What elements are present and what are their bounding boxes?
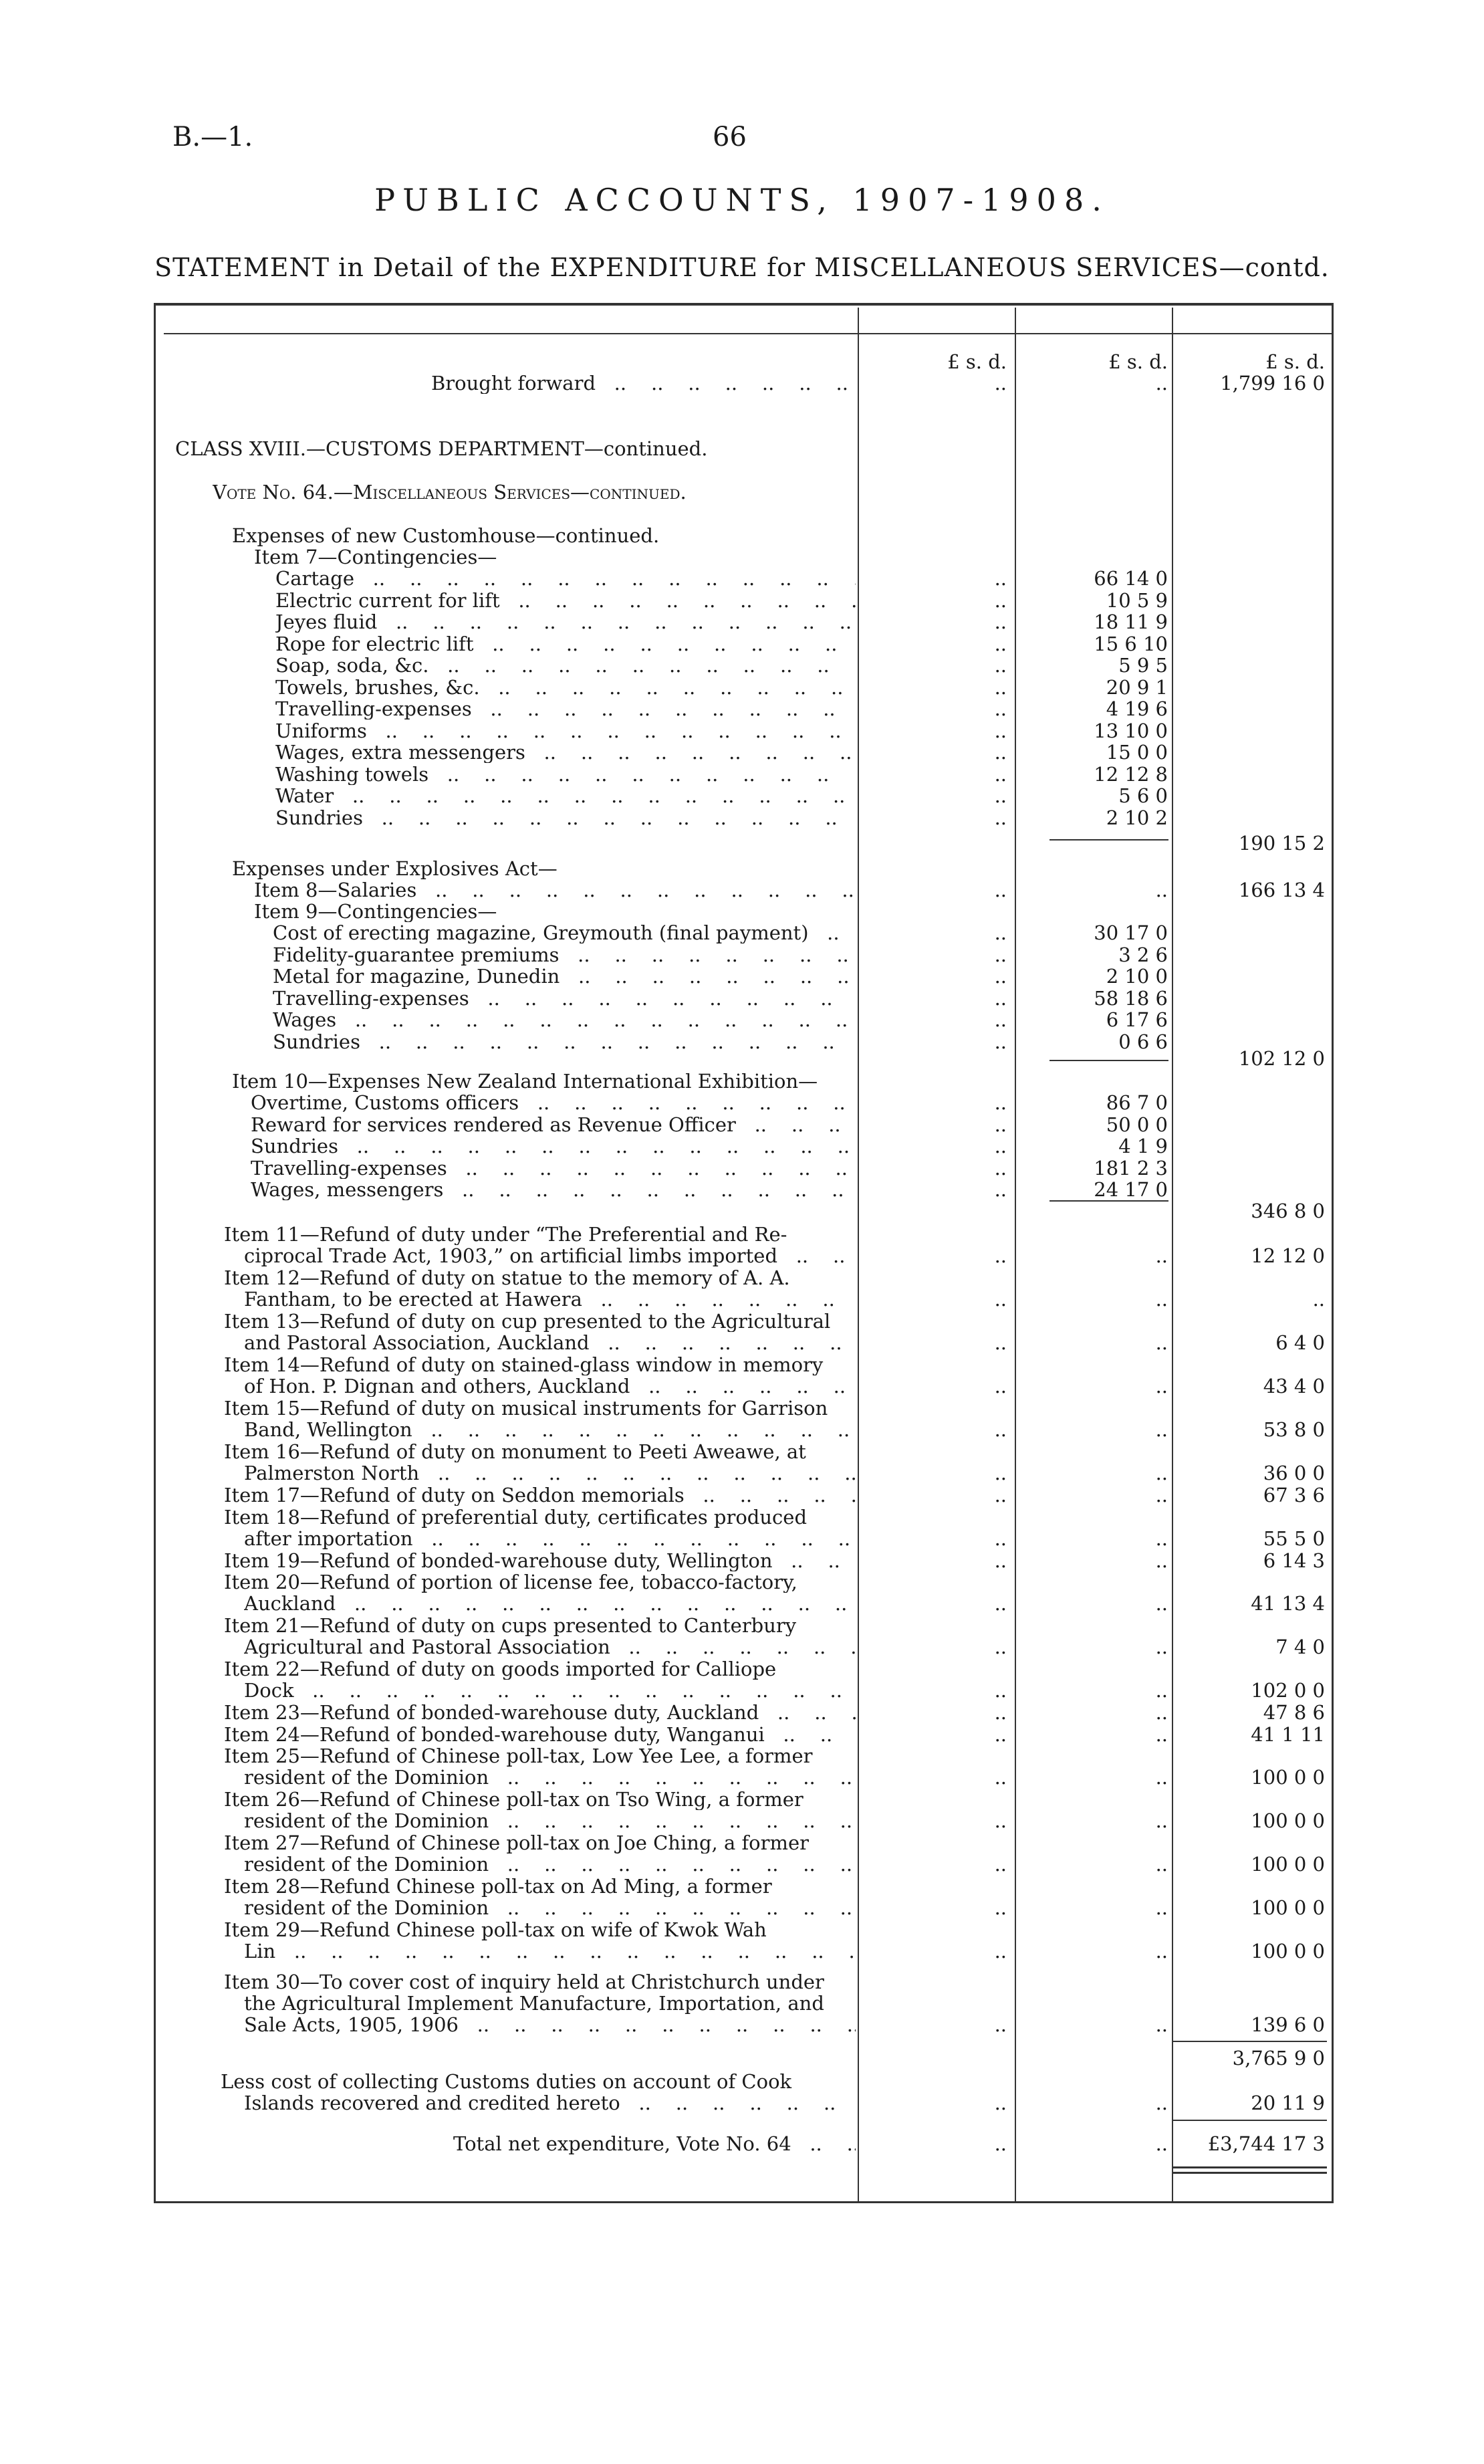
refund-c2: .. (1155, 1853, 1168, 1876)
refund-c1: .. (994, 1549, 1007, 1572)
item30-c2: .. (1155, 2013, 1168, 2036)
item9-total-row (0, 1048, 1484, 1069)
item7-label: Cartage .. (275, 568, 856, 589)
refund-text-2: Auckland .. (244, 1593, 856, 1614)
statement-subtitle: STATEMENT in Detail of the EXPENDITURE for MISCELLANEOUS SERVICES—contd. (154, 253, 1330, 282)
item10-label: Overtime, Customs officers .. (251, 1092, 856, 1113)
item10-c1: .. (994, 1113, 1007, 1136)
item10-c2: 86 7 0 (1106, 1091, 1168, 1114)
item9-label: Fidelity-guarantee premiums .. (273, 944, 856, 966)
item7-row (0, 785, 1484, 806)
item10-label: Wages, messengers .. (251, 1179, 856, 1200)
refund-text-1: Item 20—Refund of portion of license fee, tobacco-factory, (224, 1571, 797, 1593)
item7-c1: .. (994, 610, 1007, 633)
refund-line1 (0, 1484, 1484, 1506)
item7-c2: 4 19 6 (1106, 697, 1168, 720)
item10-c2: 24 17 0 (1094, 1178, 1168, 1201)
refund-line1 (0, 1506, 1484, 1528)
item30-text-2: the Agricultural Implement Manufacture, Importation, and (244, 1993, 824, 2014)
total-label: Total net expenditure, Vote No. 64 .. (453, 2133, 856, 2154)
refund-text-1: Item 23—Refund of bonded-warehouse duty, Auckland .. (224, 1702, 856, 1723)
item7-c2: 5 9 5 (1118, 654, 1168, 677)
item30-text-1: Item 30—To cover cost of inquiry held at Christchurch under (224, 1971, 824, 1993)
item7-c1: .. (994, 567, 1007, 590)
total-c2: .. (1155, 2132, 1168, 2155)
item7-label: Electric current for lift .. (275, 590, 856, 611)
refund-text-1: Item 28—Refund Chinese poll-tax on Ad Ming, a former (224, 1876, 772, 1897)
refund-c3: 100 0 0 (1251, 1766, 1325, 1789)
refund-line2 (0, 1462, 1484, 1484)
refund-c1: .. (994, 1679, 1007, 1702)
item30-c1: .. (994, 2013, 1007, 2036)
refund-c3: 12 12 0 (1251, 1244, 1325, 1267)
refund-text-2: resident of the Dominion .. (244, 1897, 856, 1918)
refund-line1 (0, 1550, 1484, 1571)
refund-line2 (0, 1245, 1484, 1266)
refund-c1: .. (994, 1766, 1007, 1789)
item9-row (0, 1009, 1484, 1030)
item10-c1: .. (994, 1156, 1007, 1180)
brought-forward-c3: 1,799 16 0 (1220, 372, 1325, 395)
refund-c3: 100 0 0 (1251, 1896, 1325, 1919)
item8-c1: .. (994, 879, 1007, 901)
refund-line2 (0, 1636, 1484, 1658)
item30-line2 (0, 1993, 1484, 2014)
column-header-2: £ s. d. (1108, 350, 1168, 373)
item7-c1: .. (994, 719, 1007, 742)
item7-label: Uniforms .. (275, 720, 856, 742)
total-double-rule (1173, 2166, 1327, 2174)
item7-c1: .. (994, 762, 1007, 786)
refund-text-2: ciprocal Trade Act, 1903,” on artificial limbs imported .. (244, 1245, 856, 1266)
item10-c2: 50 0 0 (1106, 1113, 1168, 1136)
refund-text-1: Item 17—Refund of duty on Seddon memorials .. (224, 1484, 856, 1506)
refund-text-2: resident of the Dominion .. (244, 1767, 856, 1788)
item30-line1 (0, 1971, 1484, 1993)
item9-c2: 0 6 6 (1118, 1030, 1168, 1053)
column-header-3: £ s. d. (1265, 350, 1325, 373)
refund-c2: .. (1155, 1549, 1168, 1572)
item7-row (0, 742, 1484, 763)
refund-c1: .. (994, 1462, 1007, 1484)
refund-c3: 55 5 0 (1263, 1527, 1325, 1550)
refund-c2: .. (1155, 1462, 1168, 1484)
refund-line1 (0, 1441, 1484, 1462)
item10-heading: Item 10—Expenses New Zealand International Exhibition— (232, 1071, 818, 1092)
refund-line1 (0, 1702, 1484, 1723)
item7-c2: 66 14 0 (1094, 567, 1168, 590)
item7-row (0, 611, 1484, 633)
refund-line2 (0, 1810, 1484, 1831)
refund-line1 (0, 1876, 1484, 1897)
item7-label: Soap, soda, &c. .. (275, 655, 856, 676)
item7-row (0, 764, 1484, 785)
less-c1: .. (994, 2092, 1007, 2114)
item10-row (0, 1114, 1484, 1135)
refund-line1 (0, 1224, 1484, 1245)
refund-c1: .. (994, 1896, 1007, 1919)
item9-c1: .. (994, 921, 1007, 944)
item9-label: Wages .. (273, 1009, 856, 1030)
item7-row (0, 655, 1484, 676)
item7-c2: 15 0 0 (1106, 741, 1168, 764)
item7-label: Water .. (275, 785, 856, 806)
refund-text-2: resident of the Dominion .. (244, 1810, 856, 1831)
item7-row (0, 590, 1484, 611)
less-line2 (0, 2092, 1484, 2114)
refund-line1 (0, 1615, 1484, 1636)
item7-heading: Item 7—Contingencies— (254, 546, 497, 568)
refund-c3: 43 4 0 (1263, 1375, 1325, 1397)
item7-row (0, 677, 1484, 698)
item7-row (0, 568, 1484, 589)
refund-line2 (0, 1332, 1484, 1353)
refund-line1 (0, 1311, 1484, 1332)
item9-c2: 2 10 0 (1106, 965, 1168, 988)
refund-c3: 53 8 0 (1263, 1418, 1325, 1441)
item10-c2: 181 2 3 (1094, 1156, 1168, 1180)
refund-text-2: of Hon. P. Dignan and others, Auckland .. (244, 1375, 856, 1397)
item9-c1: .. (994, 965, 1007, 988)
section-heading-explosives: Expenses under Explosives Act— (232, 858, 558, 879)
item7-row (0, 807, 1484, 828)
item10-label: Sundries .. (251, 1135, 856, 1157)
item10-c1: .. (994, 1178, 1007, 1201)
item10-total: 346 8 0 (1251, 1200, 1325, 1222)
brought-forward-row (0, 372, 1484, 394)
refund-line2 (0, 1854, 1484, 1875)
refund-line1 (0, 1832, 1484, 1854)
refund-line1 (0, 1267, 1484, 1289)
refund-c1: .. (994, 1288, 1007, 1311)
item9-c1: .. (994, 1030, 1007, 1053)
refund-c2: .. (1155, 1809, 1168, 1832)
refund-text-1: Item 19—Refund of bonded-warehouse duty, Wellington .. (224, 1550, 856, 1571)
item10-c1: .. (994, 1135, 1007, 1157)
item7-c1: .. (994, 588, 1007, 612)
item10-c1: .. (994, 1091, 1007, 1114)
item7-total-row (0, 832, 1484, 854)
refund-c2: .. (1155, 1418, 1168, 1441)
refund-c1: .. (994, 1484, 1007, 1506)
item9-heading: Item 9—Contingencies— (254, 901, 497, 922)
item30-line3 (0, 2014, 1484, 2035)
refund-c2: .. (1155, 1484, 1168, 1506)
item7-heading-row (0, 546, 1484, 568)
item7-c2: 18 11 9 (1094, 610, 1168, 633)
refund-text-1: Item 16—Refund of duty on monument to Peeti Aweawe, at (224, 1441, 806, 1462)
item7-c1: .. (994, 632, 1007, 655)
item9-label: Travelling-expenses .. (273, 988, 856, 1009)
refund-line1 (0, 1919, 1484, 1940)
refund-text-2: Agricultural and Pastoral Association .. (244, 1636, 856, 1658)
item7-row (0, 698, 1484, 719)
item7-label: Jeyes fluid .. (275, 611, 856, 633)
item30-text-3: Sale Acts, 1905, 1906 .. (244, 2014, 856, 2035)
refund-text-1: Item 13—Refund of duty on cup presented to the Agricultural (224, 1311, 831, 1332)
refund-c3: 100 0 0 (1251, 1940, 1325, 1963)
refund-text-2: Lin .. (244, 1940, 856, 1962)
item9-label: Sundries .. (273, 1031, 856, 1052)
refund-c2: .. (1155, 1527, 1168, 1550)
item7-label: Wages, extra messengers .. (275, 742, 856, 763)
column-header-1: £ s. d. (947, 350, 1007, 373)
subtotal-rule (1173, 2041, 1327, 2042)
item9-c1: .. (994, 986, 1007, 1010)
item7-c2: 5 6 0 (1118, 784, 1168, 807)
table-header-rule (164, 333, 1334, 334)
refund-text-1: Item 18—Refund of preferential duty, certificates produced (224, 1506, 808, 1528)
total-c1: .. (994, 2132, 1007, 2155)
item7-c1: .. (994, 741, 1007, 764)
refund-c2: .. (1155, 1766, 1168, 1789)
item7-c1: .. (994, 697, 1007, 720)
section2-heading-row (0, 858, 1484, 879)
refund-line1 (0, 1354, 1484, 1375)
refund-text-1: Item 12—Refund of duty on statue to the memory of A. A. (224, 1267, 790, 1289)
refund-line2 (0, 1897, 1484, 1918)
refund-text-2: resident of the Dominion .. (244, 1854, 856, 1875)
vote-heading-row (0, 481, 1484, 503)
refund-line2 (0, 1940, 1484, 1962)
refund-line2 (0, 1593, 1484, 1614)
refund-line2 (0, 1767, 1484, 1788)
total-row (0, 2133, 1484, 2154)
item7-label: Travelling-expenses .. (275, 698, 856, 719)
refund-c2: .. (1155, 1722, 1168, 1746)
item7-c2: 13 10 0 (1094, 719, 1168, 742)
item8-c3: 166 13 4 (1238, 879, 1325, 901)
section-heading-row (0, 525, 1484, 546)
refund-c2: .. (1155, 1896, 1168, 1919)
refund-c3: 36 0 0 (1263, 1462, 1325, 1484)
item8-row (0, 879, 1484, 901)
refund-text-1: Item 11—Refund of duty under “The Preferential and Re- (224, 1224, 787, 1245)
item7-c2: 15 6 10 (1094, 632, 1168, 655)
refund-text-2: after importation .. (244, 1528, 856, 1549)
brought-forward-label: Brought forward .. (431, 372, 856, 394)
refund-c3: 100 0 0 (1251, 1853, 1325, 1876)
class-heading-row (0, 438, 1484, 459)
refund-c3: 41 1 11 (1251, 1722, 1325, 1746)
less-text-1: Less cost of collecting Customs duties on account of Cook (221, 2071, 792, 2092)
item7-c1: .. (994, 675, 1007, 699)
item9-c2: 58 18 6 (1094, 986, 1168, 1010)
refund-text-1: Item 21—Refund of duty on cups presented to Canterbury (224, 1615, 797, 1636)
item7-label: Rope for electric lift .. (275, 633, 856, 655)
refund-text-2: and Pastoral Association, Auckland .. (244, 1332, 856, 1353)
refund-c1: .. (994, 1331, 1007, 1354)
item8-label: Item 8—Salaries .. (254, 879, 856, 901)
item9-row (0, 922, 1484, 943)
item7-c1: .. (994, 784, 1007, 807)
refund-c1: .. (994, 1375, 1007, 1397)
less-text-2: Islands recovered and credited hereto .. (244, 2092, 856, 2114)
section-heading-customhouse: Expenses of new Customhouse—continued. (232, 525, 660, 546)
refund-c3: 41 13 4 (1251, 1592, 1325, 1615)
refund-c3: 67 3 6 (1263, 1484, 1325, 1506)
refund-c3: 100 0 0 (1251, 1809, 1325, 1832)
refund-c1: .. (994, 1592, 1007, 1615)
less-c2: .. (1155, 2092, 1168, 2114)
item9-label: Cost of erecting magazine, Greymouth (final payment) .. (273, 922, 856, 943)
refund-c2: .. (1155, 1375, 1168, 1397)
refund-c2: .. (1155, 1331, 1168, 1354)
refund-line1 (0, 1745, 1484, 1767)
item10-row (0, 1092, 1484, 1113)
refund-c1: .. (994, 1244, 1007, 1267)
refund-c3: .. (1312, 1288, 1325, 1311)
column-headers (0, 351, 1484, 372)
refund-line1 (0, 1789, 1484, 1810)
class-heading: CLASS XVIII.—CUSTOMS DEPARTMENT—continued. (175, 438, 708, 459)
refund-text-1: Item 14—Refund of duty on stained-glass window in memory (224, 1354, 824, 1375)
refund-c2: .. (1155, 1288, 1168, 1311)
refund-line1 (0, 1571, 1484, 1593)
report-code: B.—1. (172, 122, 253, 152)
refund-c1: .. (994, 1418, 1007, 1441)
item10-row (0, 1179, 1484, 1200)
item30-c3: 139 6 0 (1251, 2013, 1325, 2036)
refund-line1 (0, 1397, 1484, 1419)
total-c3: £3,744 17 3 (1207, 2132, 1325, 2155)
less-c3: 20 11 9 (1251, 2092, 1325, 2114)
item9-row (0, 944, 1484, 966)
item10-label: Travelling-expenses .. (251, 1157, 856, 1179)
refund-text-1: Item 29—Refund Chinese poll-tax on wife of Kwok Wah (224, 1919, 767, 1940)
refund-c3: 6 4 0 (1275, 1331, 1325, 1354)
item10-heading-row (0, 1071, 1484, 1092)
refund-c2: .. (1155, 1244, 1168, 1267)
vote-heading: Vote No. 64.—Miscellaneous Services—continued. (213, 481, 687, 503)
refund-c1: .. (994, 1940, 1007, 1963)
refund-c1: .. (994, 1809, 1007, 1832)
refund-line2 (0, 1419, 1484, 1440)
item7-label: Sundries .. (275, 807, 856, 828)
item9-c1: .. (994, 943, 1007, 966)
item9-heading-row (0, 901, 1484, 922)
refund-text-1: Item 22—Refund of duty on goods imported for Calliope (224, 1658, 777, 1680)
refund-text-1: Item 15—Refund of duty on musical instruments for Garrison (224, 1397, 828, 1419)
refund-c2: .. (1155, 1592, 1168, 1615)
item9-total: 102 12 0 (1238, 1047, 1325, 1070)
subtotal-row (0, 2047, 1484, 2069)
refund-c2: .. (1155, 1940, 1168, 1963)
item7-row (0, 720, 1484, 742)
refund-text-2: Band, Wellington .. (244, 1419, 856, 1440)
subtotal-value: 3,765 9 0 (1232, 2047, 1325, 2069)
item10-row (0, 1135, 1484, 1157)
refund-text-1: Item 24—Refund of bonded-warehouse duty, Wanganui .. (224, 1724, 856, 1745)
less-line1 (0, 2071, 1484, 2092)
refund-c1: .. (994, 1853, 1007, 1876)
page-title: PUBLIC ACCOUNTS, 1907-1908. (374, 182, 1110, 218)
brought-forward-c1: .. (994, 372, 1007, 395)
refund-text-2: Palmerston North .. (244, 1462, 856, 1484)
item7-label: Washing towels .. (275, 764, 856, 785)
refund-c3: 7 4 0 (1275, 1636, 1325, 1658)
item7-label: Towels, brushes, &c. .. (275, 677, 856, 698)
item10-c2: 4 1 9 (1118, 1135, 1168, 1157)
item9-c2: 3 2 6 (1118, 943, 1168, 966)
item10-row (0, 1157, 1484, 1179)
item10-label: Reward for services rendered as Revenue Officer .. (251, 1114, 856, 1135)
item7-c2: 10 5 9 (1106, 588, 1168, 612)
refund-text-2: Dock .. (244, 1680, 856, 1701)
refund-c3: 102 0 0 (1251, 1679, 1325, 1702)
refund-c1: .. (994, 1636, 1007, 1658)
page-number: 66 (713, 122, 747, 152)
refund-line2 (0, 1375, 1484, 1397)
item7-c2: 2 10 2 (1106, 806, 1168, 829)
item8-c2: .. (1155, 879, 1168, 901)
item9-c2: 30 17 0 (1094, 921, 1168, 944)
item9-c1: .. (994, 1008, 1007, 1031)
item9-label: Metal for magazine, Dunedin .. (273, 966, 856, 987)
refund-c3: 6 14 3 (1263, 1549, 1325, 1572)
refund-text-2: Fantham, to be erected at Hawera .. (244, 1289, 856, 1310)
item7-total: 190 15 2 (1238, 832, 1325, 855)
item7-c2: 12 12 8 (1094, 762, 1168, 786)
item9-c2: 6 17 6 (1106, 1008, 1168, 1031)
refund-c1: .. (994, 1701, 1007, 1724)
item7-c1: .. (994, 654, 1007, 677)
refund-c2: .. (1155, 1636, 1168, 1658)
refund-text-1: Item 25—Refund of Chinese poll-tax, Low Yee Lee, a former (224, 1745, 813, 1767)
refund-text-1: Item 27—Refund of Chinese poll-tax on Joe Ching, a former (224, 1832, 810, 1854)
total-rule-top (1173, 2120, 1327, 2121)
item7-row (0, 633, 1484, 655)
refund-text-1: Item 26—Refund of Chinese poll-tax on Tso Wing, a former (224, 1789, 803, 1810)
refund-line2 (0, 1528, 1484, 1549)
item10-total-row (0, 1200, 1484, 1222)
refund-c3: 47 8 6 (1263, 1701, 1325, 1724)
refund-line1 (0, 1658, 1484, 1680)
refund-line1 (0, 1724, 1484, 1745)
refund-c2: .. (1155, 1679, 1168, 1702)
item7-c1: .. (994, 806, 1007, 829)
refund-c1: .. (994, 1722, 1007, 1746)
item9-row (0, 966, 1484, 987)
refund-line2 (0, 1680, 1484, 1701)
refund-c1: .. (994, 1527, 1007, 1550)
refund-c2: .. (1155, 1701, 1168, 1724)
item9-row (0, 988, 1484, 1009)
item7-c2: 20 9 1 (1106, 675, 1168, 699)
brought-forward-c2: .. (1155, 372, 1168, 395)
refund-line2 (0, 1289, 1484, 1310)
